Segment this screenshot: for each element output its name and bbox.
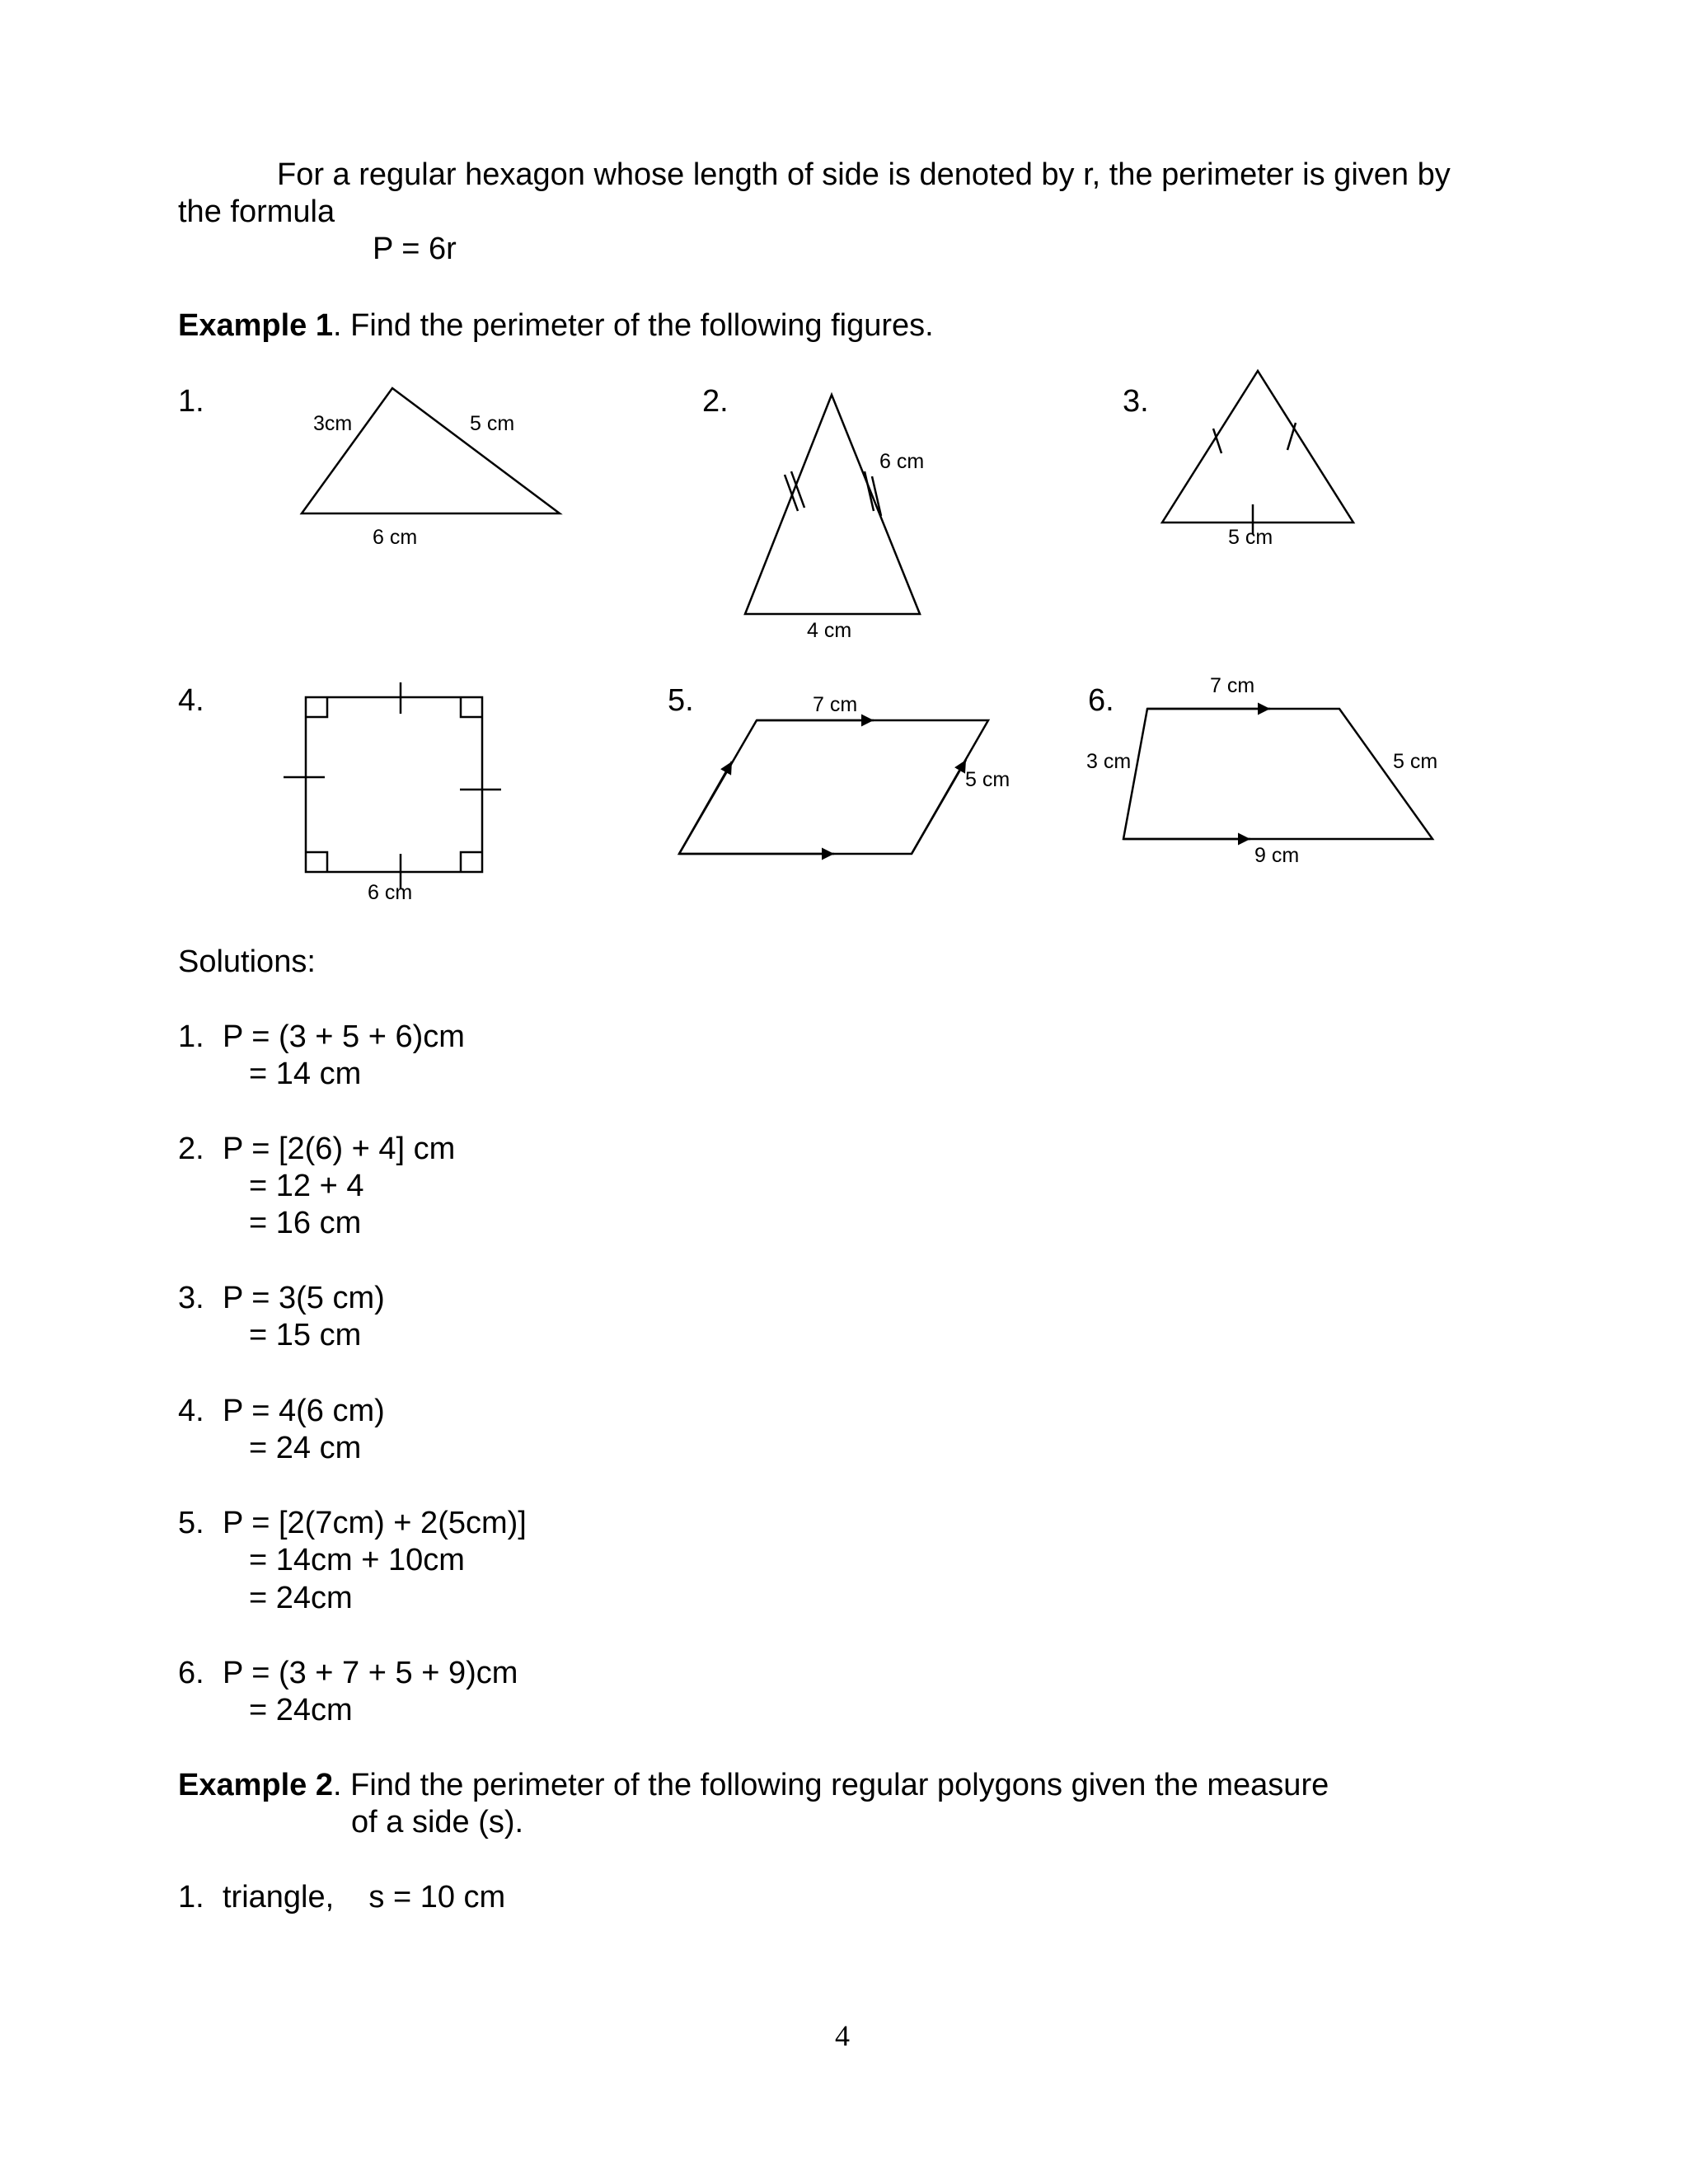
intro-line-1: For a regular hexagon whose length of side is denoted by r, the perimeter is given by: [277, 157, 1451, 192]
example-1-text: . Find the perimeter of the following figures.: [333, 308, 934, 343]
solution-6-line-2: = 24cm: [249, 1693, 353, 1727]
solution-4-line-2: = 24 cm: [249, 1431, 362, 1465]
fig5-label-7cm: 7 cm: [813, 693, 858, 716]
example-2-item-1-text: triangle, s = 10 cm: [223, 1880, 506, 1915]
equilateral-triangle: [1162, 371, 1353, 523]
figure-3-number: 3.: [1123, 384, 1149, 419]
solution-2-line-2: = 12 + 4: [249, 1169, 364, 1203]
figure-1-number: 1.: [178, 384, 204, 419]
isosceles-triangle: [745, 395, 920, 614]
solution-1-line-1: P = (3 + 5 + 6)cm: [223, 1019, 465, 1054]
trapezoid: [1123, 709, 1432, 839]
solution-3-number: 3.: [178, 1281, 204, 1315]
solution-2-line-3: = 16 cm: [249, 1206, 362, 1240]
fig6-label-5cm: 5 cm: [1393, 750, 1438, 773]
figure-5-number: 5.: [668, 683, 694, 718]
figure-2-number: 2.: [702, 384, 729, 419]
solution-4-line-1: P = 4(6 cm): [223, 1394, 385, 1428]
fig4-label-6cm: 6 cm: [368, 881, 413, 904]
solution-3-line-2: = 15 cm: [249, 1318, 362, 1352]
fig1-label-6cm: 6 cm: [373, 526, 418, 549]
fig5-label-5cm: 5 cm: [965, 768, 1010, 791]
fig6-label-7cm: 7 cm: [1210, 674, 1255, 697]
solution-5-line-2: = 14cm + 10cm: [249, 1543, 465, 1577]
figure-6-number: 6.: [1088, 683, 1114, 718]
figure-4-number: 4.: [178, 683, 204, 718]
hexagon-formula: P = 6r: [373, 232, 457, 266]
fig2-label-6cm: 6 cm: [879, 450, 925, 473]
fig1-label-5cm: 5 cm: [470, 412, 515, 435]
solution-6-number: 6.: [178, 1656, 204, 1690]
fig6-label-9cm: 9 cm: [1254, 844, 1300, 867]
example-2-text: . Find the perimeter of the following regular polygons given the measure: [333, 1768, 1329, 1802]
scalene-triangle: [302, 388, 560, 513]
solution-5-line-3: = 24cm: [249, 1581, 353, 1615]
example-2-heading: [178, 1769, 1329, 1801]
example-2-item-1-number: 1.: [178, 1880, 204, 1915]
example-2-label: Example 2: [178, 1768, 333, 1802]
page-number: 4: [835, 2019, 850, 2052]
solution-4-number: 4.: [178, 1394, 204, 1428]
square: [306, 697, 482, 872]
example-2-text-line-2: of a side (s).: [351, 1805, 524, 1840]
fig1-label-3cm: 3cm: [313, 412, 353, 435]
fig2-label-4cm: 4 cm: [807, 619, 852, 642]
solution-5-number: 5.: [178, 1506, 204, 1540]
solution-2-line-1: P = [2(6) + 4] cm: [223, 1132, 456, 1166]
fig6-label-3cm: 3 cm: [1086, 750, 1132, 773]
solution-1-line-2: = 14 cm: [249, 1057, 362, 1091]
example-1-label: Example 1: [178, 308, 333, 343]
solution-1-number: 1.: [178, 1019, 204, 1054]
solution-6-line-1: P = (3 + 7 + 5 + 9)cm: [223, 1656, 518, 1690]
solution-3-line-1: P = 3(5 cm): [223, 1281, 385, 1315]
solutions-heading: Solutions:: [178, 944, 316, 979]
solution-2-number: 2.: [178, 1132, 204, 1166]
parallelogram: [679, 720, 988, 854]
intro-line-2: the formula: [178, 194, 335, 229]
fig3-label-5cm: 5 cm: [1228, 526, 1273, 549]
solution-5-line-1: P = [2(7cm) + 2(5cm)]: [223, 1506, 527, 1540]
